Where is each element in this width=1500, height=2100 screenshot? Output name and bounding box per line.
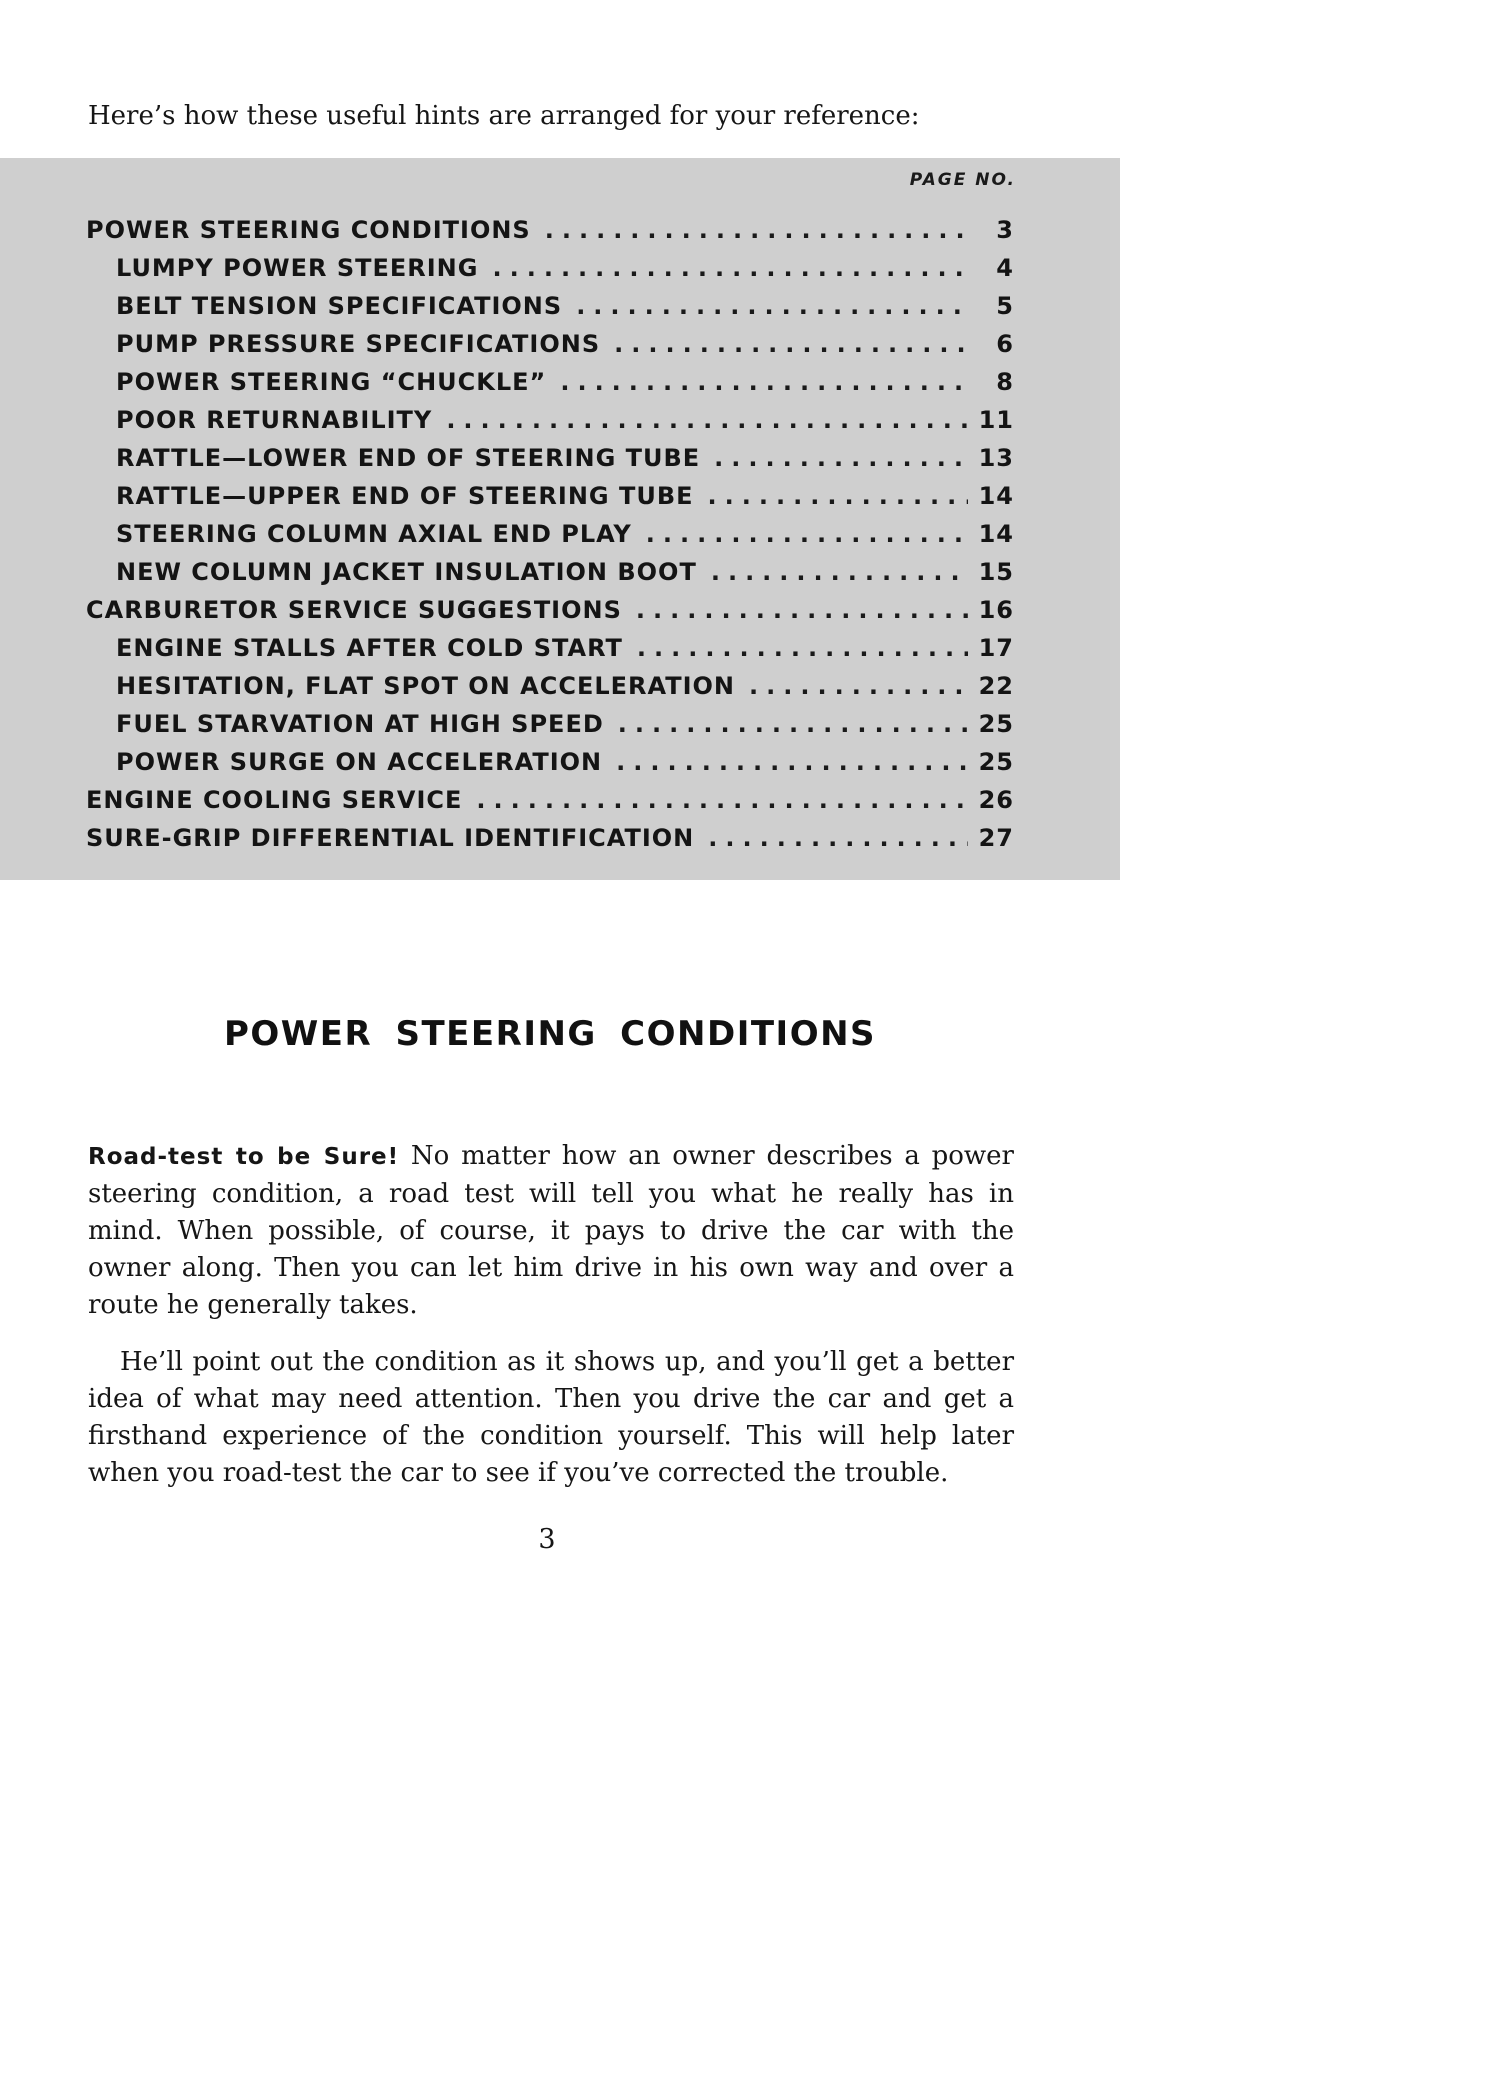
toc-dot-leader (616, 748, 968, 776)
toc-entry-label: POWER STEERING “CHUCKLE” (116, 368, 547, 396)
toc-dot-leader (637, 634, 968, 662)
toc-entry-label: BELT TENSION SPECIFICATIONS (116, 292, 563, 320)
toc-entry-label: LUMPY POWER STEERING (116, 254, 479, 282)
toc-dot-leader (492, 254, 968, 282)
toc-entry-label: FUEL STARVATION AT HIGH SPEED (116, 710, 604, 738)
page-number: 3 (538, 1524, 556, 1555)
toc-entry-label: POWER SURGE ON ACCELERATION (116, 748, 603, 776)
toc-entry (0, 819, 1120, 857)
toc-entry-page: 13 (978, 444, 1014, 472)
toc-dot-leader (708, 824, 968, 852)
toc-entry (0, 287, 1120, 325)
body-paragraph (88, 1138, 1014, 1324)
toc-entry-page: 5 (996, 292, 1014, 320)
body-paragraph: He’ll point out the condition as it shows up, and you’ll get a better idea of what may need attention. Then you drive the car and get a firsthand experience of the condition yourself. This will help later when you road-test the car to see if you’ve corrected the trouble. (88, 1347, 1014, 1488)
toc-list (0, 211, 1120, 857)
toc-entry-page: 17 (978, 634, 1014, 662)
toc-entry (0, 667, 1120, 705)
toc-entry (0, 629, 1120, 667)
toc-entry-page: 8 (996, 368, 1014, 396)
toc-entry (0, 781, 1120, 819)
toc-entry-page: 3 (996, 216, 1014, 244)
toc-entry-label: PUMP PRESSURE SPECIFICATIONS (116, 330, 601, 358)
toc-entry (0, 515, 1120, 553)
toc-dot-leader (560, 368, 968, 396)
toc-entry-label: STEERING COLUMN AXIAL END PLAY (116, 520, 632, 548)
intro-text: Here’s how these useful hints are arranged for your reference: (88, 101, 920, 131)
toc-entry-label: RATTLE—UPPER END OF STEERING TUBE (116, 482, 694, 510)
toc-entry-label: RATTLE—LOWER END OF STEERING TUBE (116, 444, 701, 472)
toc-dot-leader (576, 292, 968, 320)
toc-entry-page: 25 (978, 710, 1014, 738)
toc-entry (0, 743, 1120, 781)
toc-entry (0, 401, 1120, 439)
toc-entry-page: 14 (978, 520, 1014, 548)
toc-entry (0, 705, 1120, 743)
toc-entry-page: 14 (978, 482, 1014, 510)
toc-entry (0, 439, 1120, 477)
toc-dot-leader (545, 216, 968, 244)
toc-dot-leader (476, 786, 968, 814)
toc-entry-label: POWER STEERING CONDITIONS (86, 216, 531, 244)
toc-dot-leader (749, 672, 968, 700)
toc-entry (0, 591, 1120, 629)
toc-entry-page: 11 (978, 406, 1014, 434)
toc-dot-leader (618, 710, 968, 738)
toc-entry-page: 25 (978, 748, 1014, 776)
toc-entry-label: ENGINE COOLING SERVICE (86, 786, 463, 814)
toc-entry (0, 325, 1120, 363)
toc-dot-leader (711, 558, 968, 586)
toc-dot-leader (636, 596, 968, 624)
paragraph-lead-in: Road-test to be Sure! (88, 1144, 400, 1170)
toc-dot-leader (614, 330, 968, 358)
toc-entry-label: CARBURETOR SERVICE SUGGESTIONS (86, 596, 622, 624)
toc-entry-page: 6 (996, 330, 1014, 358)
toc-entry-page: 22 (978, 672, 1014, 700)
toc-entry-label: POOR RETURNABILITY (116, 406, 433, 434)
paragraph-text: No matter how an owner describes a power steering condition, a road test will tell you what he really has in mind. When possible, of course, it pays to drive the car with the owner along. Then you can let him drive in his own way and over a route he generally takes. (88, 1141, 1014, 1320)
toc-entry-label: HESITATION, FLAT SPOT ON ACCELERATION (116, 672, 736, 700)
toc-page-no-header: PAGE NO. (909, 170, 1016, 190)
toc-entry (0, 477, 1120, 515)
toc-entry-label: SURE-GRIP DIFFERENTIAL IDENTIFICATION (86, 824, 695, 852)
toc-entry-page: 16 (978, 596, 1014, 624)
toc-entry-page: 15 (978, 558, 1014, 586)
toc-dot-leader (714, 444, 968, 472)
toc-entry-label: ENGINE STALLS AFTER COLD START (116, 634, 623, 662)
toc-entry-page: 4 (996, 254, 1014, 282)
toc-entry (0, 211, 1120, 249)
section-heading: POWER STEERING CONDITIONS (223, 1014, 877, 1054)
toc-entry-page: 27 (978, 824, 1014, 852)
toc-entry-page: 26 (978, 786, 1014, 814)
toc-entry-label: NEW COLUMN JACKET INSULATION BOOT (116, 558, 697, 586)
toc-dot-leader (708, 482, 968, 510)
toc-dot-leader (446, 406, 968, 434)
toc-dot-leader (646, 520, 968, 548)
toc-entry (0, 553, 1120, 591)
toc-entry (0, 363, 1120, 401)
toc-entry (0, 249, 1120, 287)
